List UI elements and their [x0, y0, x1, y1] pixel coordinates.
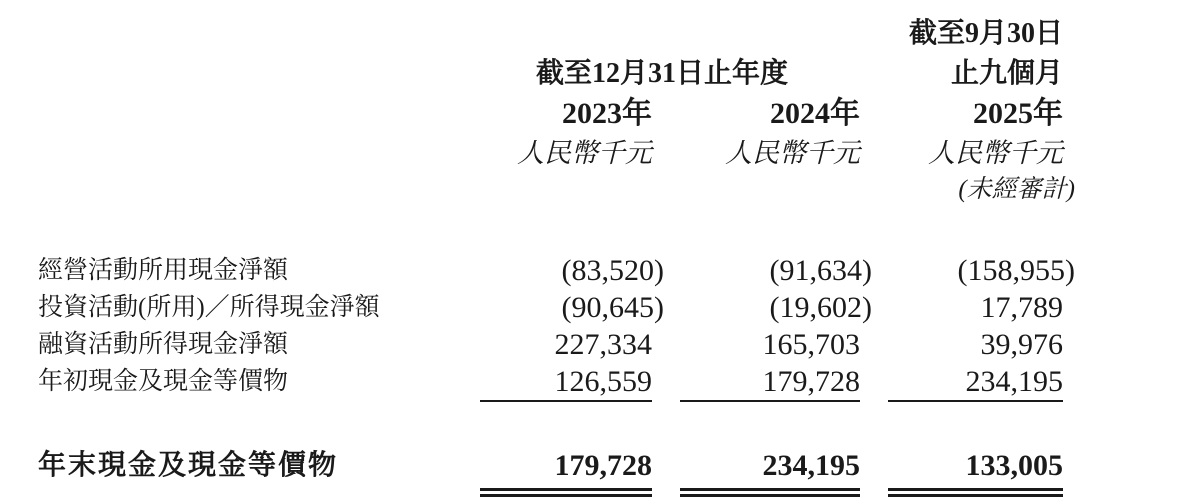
header-row-years: [0, 94, 1077, 134]
header-empty-cell: [466, 14, 874, 54]
table-row-investing-cash-flow: [0, 289, 1077, 326]
value-2023: (90,645): [561, 291, 664, 324]
interim-period-header-line2: 止九個月: [950, 58, 1063, 89]
annual-period-header: 截至12月31日止年度: [535, 58, 788, 89]
row-label: 投資活動(所用)／所得現金淨額: [38, 294, 380, 321]
total-value-2023: 179,728: [466, 447, 666, 484]
header-row-periods: [0, 54, 1077, 94]
unit-label-2025: 人民幣千元: [928, 138, 1063, 168]
value-2023: 126,559: [466, 363, 666, 400]
value-2023: (83,520): [561, 254, 664, 287]
header-empty-cell: [466, 172, 874, 208]
header-row-units: [0, 134, 1077, 172]
value-2023: 227,334: [554, 328, 652, 361]
header-row-unaudited: [0, 172, 1077, 208]
row-label: 年初現金及現金等價物: [38, 368, 289, 395]
interim-period-header-line1: 截至9月30日: [908, 18, 1063, 49]
table-row-financing-cash-flow: [0, 326, 1077, 363]
value-2024: (19,602): [769, 291, 872, 324]
table-total-section: [0, 447, 1077, 484]
header-spacer: [0, 94, 466, 134]
table-body: [0, 252, 1077, 400]
year-header-2025: 2025年: [973, 97, 1063, 130]
header-spacer: [0, 172, 466, 208]
header-row-interim-1: [0, 14, 1077, 54]
value-2024: 179,728: [666, 363, 874, 400]
value-2025: 234,195: [874, 363, 1077, 400]
value-2025: (158,955): [957, 254, 1075, 287]
value-2024: (91,634): [769, 254, 872, 287]
total-value-2024: 234,195: [666, 447, 874, 484]
unit-label-2024: 人民幣千元: [725, 138, 860, 168]
value-2025: 39,976: [980, 328, 1063, 361]
unaudited-note: (未經審計): [958, 176, 1075, 203]
row-label: 融資活動所得現金淨額: [38, 331, 289, 358]
header-spacer: [0, 14, 466, 54]
year-header-2024: 2024年: [770, 97, 860, 130]
value-2024: 165,703: [762, 328, 860, 361]
value-2025: 17,789: [980, 291, 1063, 324]
table-row-cash-at-beginning: [0, 363, 1077, 400]
header-spacer: [0, 134, 466, 172]
year-header-2023: 2023年: [562, 97, 652, 130]
total-row-label: 年末現金及現金等價物: [38, 450, 339, 481]
header-spacer: [0, 54, 466, 94]
row-label: 經營活動所用現金淨額: [38, 257, 289, 284]
total-value-2025: 133,005: [874, 447, 1077, 484]
unit-label-2023: 人民幣千元: [517, 138, 652, 168]
table-row-operating-cash-flow: [0, 252, 1077, 289]
table-row-cash-at-end-total: [0, 447, 1077, 484]
